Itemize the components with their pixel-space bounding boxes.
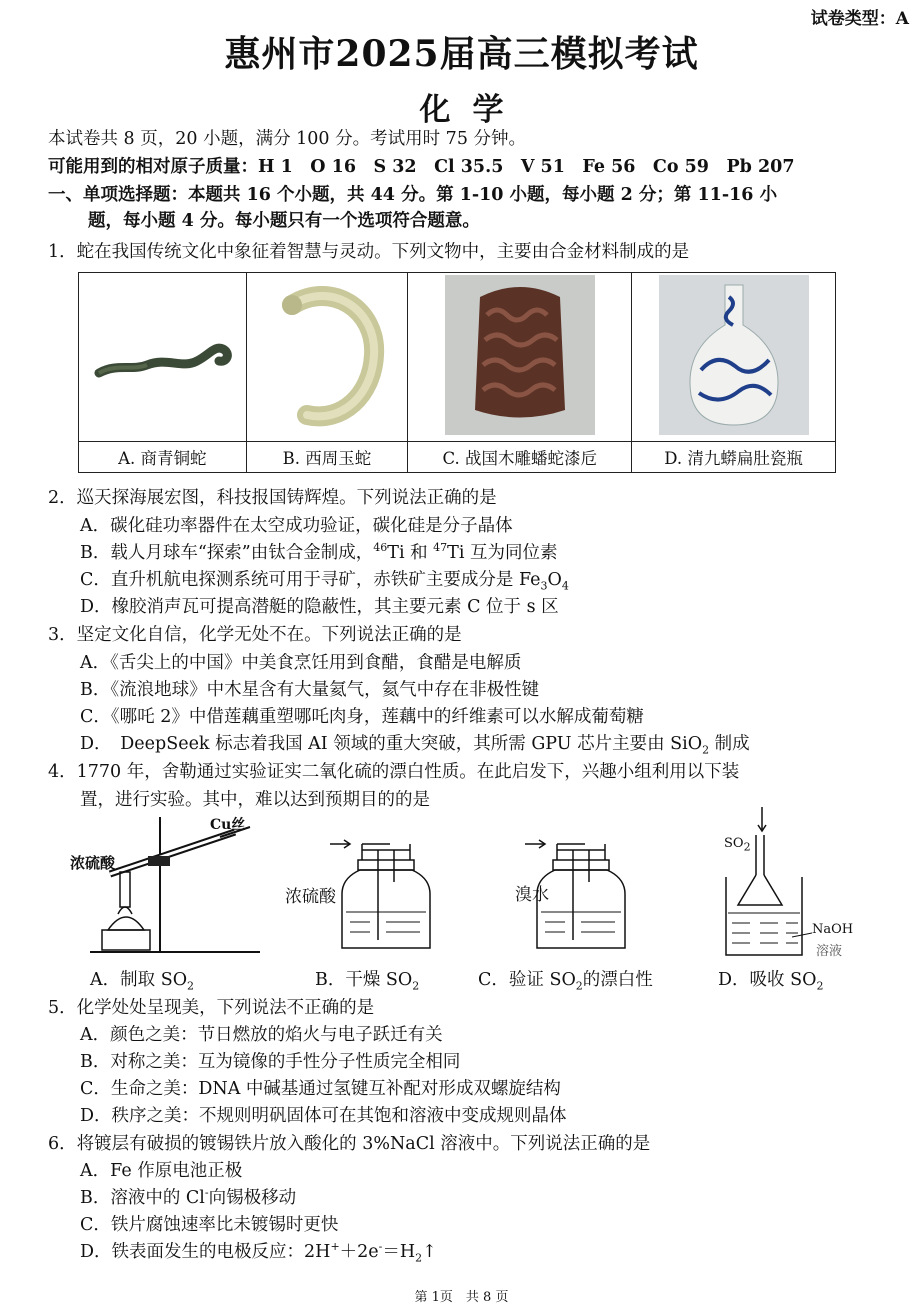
lacquer-vessel-image (408, 273, 632, 442)
label-naoh-solution: 溶液 (816, 944, 843, 959)
label-so2-inlet: $SO_2$ (724, 836, 751, 854)
q6-option-c: C．铁片腐蚀速率比未镀锡时更快 (80, 1215, 339, 1235)
page-footer: 第 1页 共 8 页 (414, 1290, 509, 1305)
q5-option-a: A．颜色之美：节日燃放的焰火与电子跃迁有关 (80, 1025, 443, 1045)
bronze-snake-image (79, 273, 247, 442)
label-bromine-water: 溴水 (515, 885, 549, 905)
label-conc-h2so4-b: 浓硫酸 (285, 887, 336, 907)
q6-stem: 6．将镀层有破损的镀锡铁片放入酸化的 3%NaCl 溶液中。下列说法正确的是 (48, 1134, 651, 1154)
q3-stem: 3．坚定文化自信，化学无处不在。下列说法正确的是 (48, 625, 462, 645)
porcelain-vase-image (632, 273, 836, 442)
q3-option-c: C．《哪吒 2》中借莲藕重塑哪吒肉身，莲藕中的纤维素可以水解成葡萄糖 (80, 707, 644, 727)
q4-option-b: B．干燥 $SO_2$ (315, 970, 420, 993)
q3-option-d: D． DeepSeek 标志着我国 AI 领域的重大突破，其所需 GPU 芯片主要由 SiO$_2$ 制成 (80, 734, 750, 757)
exam-type: 试卷类型：A (810, 9, 909, 29)
label-naoh: NaOH (812, 922, 854, 937)
q4-stem-cont: 置，进行实验。其中，难以达到预期目的的是 (80, 790, 430, 810)
jade-snake-image (246, 273, 408, 442)
q2-option-b: B．载人月球车“探索”由钛合金制成，$^{46}$Ti 和 $^{47}$Ti 互为同位素 (80, 541, 558, 563)
q1-option-c: C. 战国木雕蟠蛇漆卮 (408, 442, 632, 473)
q1-artifact-table (78, 272, 836, 473)
q6-option-a: A．Fe 作原电池正极 (80, 1161, 243, 1181)
q6-option-b: B．溶液中的 Cl-向锡极移动 (80, 1186, 297, 1208)
q1-stem: 1．蛇在我国传统文化中象征着智慧与灵动。下列文物中，主要由合金材料制成的是 (48, 242, 690, 262)
q4-option-a: A．制取 $SO_2$ (90, 970, 195, 993)
label-conc-h2so4-a: 浓硫酸 (70, 854, 116, 872)
label-cu-wire: Cu丝 (210, 817, 246, 833)
q2-option-c: C．直升机航电探测系统可用于寻矿，赤铁矿主要成分是 $Fe_3O_4$ (80, 570, 569, 593)
q3-option-a: A．《舌尖上的中国》中美食烹饪用到食醋，食醋是电解质 (80, 653, 522, 673)
apparatus-a-diagram (70, 812, 290, 962)
q5-stem: 5．化学处处呈现美，下列说法不正确的是 (48, 998, 375, 1018)
q6-option-d: D．铁表面发生的电极反应：$2H^++2e^-=H_2↑$ (80, 1240, 437, 1265)
q3-option-b: B．《流浪地球》中木星含有大量氦气，氦气中存在非极性键 (80, 680, 540, 700)
q5-option-b: B．对称之美：互为镜像的手性分子性质完全相同 (80, 1052, 461, 1072)
apparatus-b-diagram (330, 830, 450, 960)
exam-title: 惠州市2025届高三模拟考试 (224, 33, 699, 75)
q1-option-a: A. 商青铜蛇 (79, 442, 247, 473)
apparatus-d-diagram (720, 805, 830, 965)
atomic-masses: 可能用到的相对原子质量：H 1 O 16 S 32 Cl 35.5 V 51 Fe 56 Co 59 Pb 207 (48, 157, 795, 177)
intro-line: 本试卷共 8 页，20 小题，满分 100 分。考试用时 75 分钟。 (48, 129, 527, 149)
q1-option-b: B. 西周玉蛇 (246, 442, 408, 473)
q4-option-c: C．验证 $SO_2$的漂白性 (478, 970, 653, 993)
section1-header-cont: 题，每小题 4 分。每小题只有一个选项符合题意。 (88, 211, 480, 231)
q4-option-d: D．吸收 $SO_2$ (718, 970, 824, 993)
q2-option-d: D．橡胶消声瓦可提高潜艇的隐蔽性，其主要元素 C 位于 s 区 (80, 597, 559, 617)
q5-option-d: D．秩序之美：不规则明矾固体可在其饱和溶液中变成规则晶体 (80, 1106, 567, 1126)
q5-option-c: C．生命之美：DNA 中碱基通过氢键互补配对形成双螺旋结构 (80, 1079, 561, 1099)
q2-option-a: A．碳化硅功率器件在太空成功验证，碳化硅是分子晶体 (80, 516, 513, 536)
subject-title: 化学 (419, 92, 526, 128)
q1-option-d: D. 清九蟒扁肚瓷瓶 (632, 442, 836, 473)
section1-header: 一、单项选择题：本题共 16 个小题，共 44 分。第 1-10 小题，每小题 2 分；第 11-16 小 (48, 185, 778, 205)
q4-stem: 4．1770 年，舍勒通过实验证实二氧化硫的漂白性质。在此启发下，兴趣小组利用以下装 (48, 762, 740, 782)
q2-stem: 2．巡天探海展宏图，科技报国铸辉煌。下列说法正确的是 (48, 488, 497, 508)
